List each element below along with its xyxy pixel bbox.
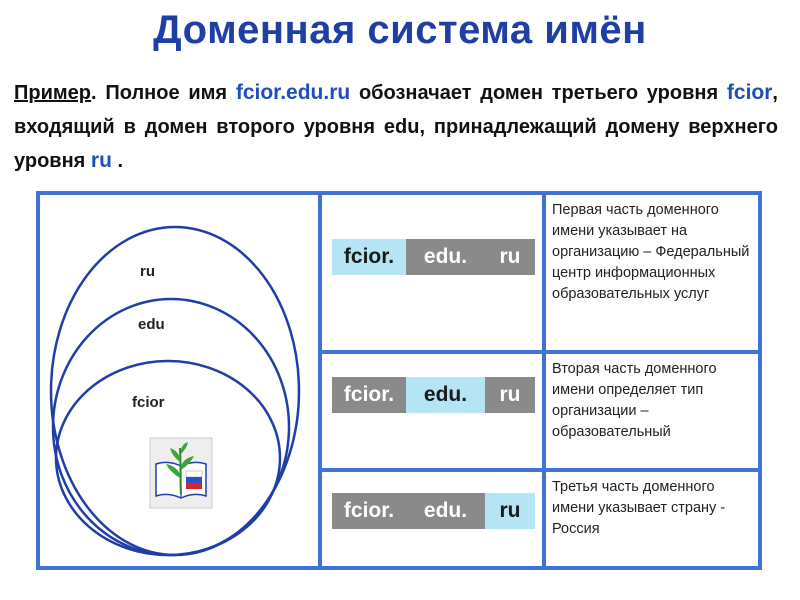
segment-ru: ru: [485, 377, 535, 413]
segment-ru: ru: [485, 239, 535, 275]
intro-text-2: обозначает домен третьего уровня: [350, 82, 727, 104]
segment-edu: edu.: [406, 377, 485, 413]
domain-bar-2: [332, 377, 535, 413]
intro-paragraph: [14, 76, 778, 178]
domain-table: [36, 191, 762, 570]
intro-text-4: .: [111, 150, 124, 172]
circle-edu: [53, 299, 289, 555]
example-label: Пример: [14, 82, 92, 104]
description-cell-2: Вторая часть доменного имени определяет тип организации – образовательный: [546, 354, 758, 468]
segment-fcior: fcior.: [332, 493, 406, 529]
nested-circles-diagram: [40, 195, 318, 566]
segment-edu: edu.: [406, 239, 485, 275]
intro-text-1: . Полное имя: [91, 82, 236, 104]
domain-bar-cell-2: [322, 354, 542, 468]
domain-bar-cell-1: [322, 195, 542, 350]
circle-label-fcior: fcior: [132, 394, 165, 411]
domain-bar-1: [332, 239, 535, 275]
nested-circles-cell: [40, 195, 318, 566]
segment-fcior: fcior.: [332, 239, 406, 275]
domain-bar-cell-3: [322, 472, 542, 566]
book-logo-icon: [150, 438, 212, 508]
segment-ru: ru: [485, 493, 535, 529]
description-cell-3: Третья часть доменного имени указывает страну - Россия: [546, 472, 758, 566]
description-cell-1: Первая часть доменного имени указывает на организацию – Федеральный центр информационных образовательных услуг: [546, 195, 758, 350]
page-title: Доменная система имён: [153, 8, 647, 52]
third-level-name: fcior: [726, 81, 773, 104]
circle-label-ru: ru: [140, 263, 155, 280]
circle-label-edu: edu: [138, 316, 165, 333]
full-domain-name: fcior.edu.ru: [235, 81, 351, 104]
top-level-name: ru: [90, 149, 112, 172]
domain-bar-3: [332, 493, 535, 529]
segment-edu: edu.: [406, 493, 485, 529]
intro-text-3: , входящий в домен второго уровня edu, принадлежащий домену верхнего уровня: [14, 82, 778, 172]
segment-fcior: fcior.: [332, 377, 406, 413]
